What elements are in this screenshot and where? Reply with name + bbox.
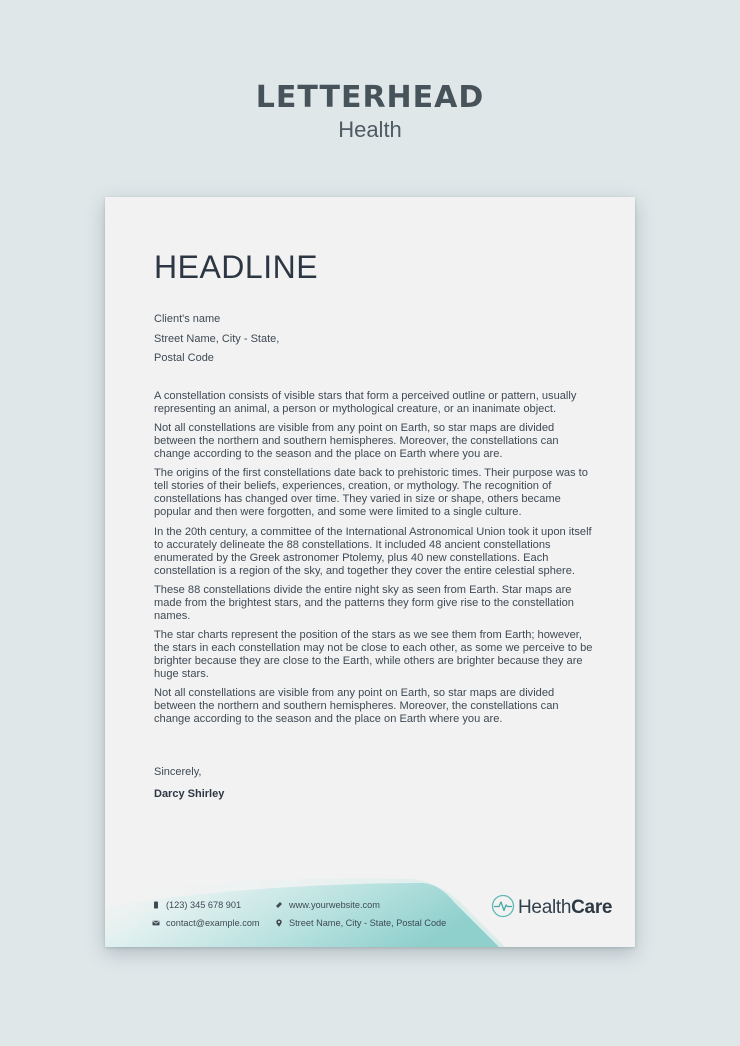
page-title: LETTERHEAD bbox=[255, 80, 485, 115]
globe-icon bbox=[275, 901, 283, 909]
closing-salutation: Sincerely, bbox=[154, 766, 202, 778]
footer-phone bbox=[152, 900, 241, 910]
body-paragraph: A constellation consists of visible stars that form a perceived outline or pattern, usually representing an animal, a person or mythological creature, or an inanimate object. bbox=[154, 390, 577, 415]
street-address: Street Name, City - State, Postal Code bbox=[289, 918, 447, 928]
body-paragraph: These 88 constellations divide the entire night sky as seen from Earth. Star maps are made from the brightest stars, and the patterns they form give rise to the constellation names. bbox=[154, 583, 574, 622]
footer-address bbox=[275, 918, 446, 928]
mail-icon bbox=[152, 919, 160, 927]
letter-body bbox=[154, 390, 594, 732]
footer-email bbox=[152, 918, 260, 928]
signature-name: Darcy Shirley bbox=[154, 788, 225, 800]
email-address: contact@example.com bbox=[166, 918, 260, 928]
logo-wordmark: HealthCare bbox=[518, 897, 613, 918]
page-subtitle: Health bbox=[338, 117, 402, 142]
phone-icon bbox=[152, 901, 160, 909]
healthcare-logo bbox=[491, 894, 612, 922]
location-pin-icon bbox=[275, 919, 283, 927]
client-address-block bbox=[154, 312, 279, 371]
client-name: Client's name bbox=[154, 313, 221, 325]
heartbeat-logo-icon bbox=[491, 894, 515, 922]
body-paragraph: The star charts represent the position of the stars as we see them from Earth; however, the stars in each constellation may not be close to each other, as some we perceive to be brighter because they are close to the Earth, while others are brighter because they are huge stars. bbox=[154, 628, 593, 680]
body-paragraph: Not all constellations are visible from any point on Earth, so star maps are divided between the northern and southern hemispheres. Moreover, the constellations can change according to the season and the place on Earth where you are. bbox=[154, 422, 559, 461]
client-postal-code: Postal Code bbox=[154, 352, 214, 364]
letterhead-sheet bbox=[105, 197, 635, 947]
client-street: Street Name, City - State, bbox=[154, 332, 280, 345]
letter-headline: HEADLINE bbox=[154, 249, 319, 285]
body-paragraph: Not all constellations are visible from any point on Earth, so star maps are divided between the northern and southern hemispheres. Moreover, the constellations can change according to the season and the place on Earth where you are. bbox=[154, 687, 559, 726]
footer-website bbox=[275, 900, 380, 910]
phone-number: (123) 345 678 901 bbox=[166, 900, 242, 910]
body-paragraph: In the 20th century, a committee of the International Astronomical Union took it upon itself to accurately delineate the 88 constellations. It included 48 ancient constellations enumerated by the Greek astronomer Ptolemy, plus 40 new constellations. Each constellation is a region of the sky, and together they cover the entire celestial sphere. bbox=[154, 525, 592, 577]
body-paragraph: The origins of the first constellations date back to prehistoric times. Their purpose was to tell stories of their beliefs, experiences, creation, or mythology. The recognition of constellations has changed over time. They varied in size or shape, others became popular and then were forgotten, and some were limited to a single culture. bbox=[154, 467, 588, 519]
website-url: www.yourwebsite.com bbox=[289, 900, 380, 910]
